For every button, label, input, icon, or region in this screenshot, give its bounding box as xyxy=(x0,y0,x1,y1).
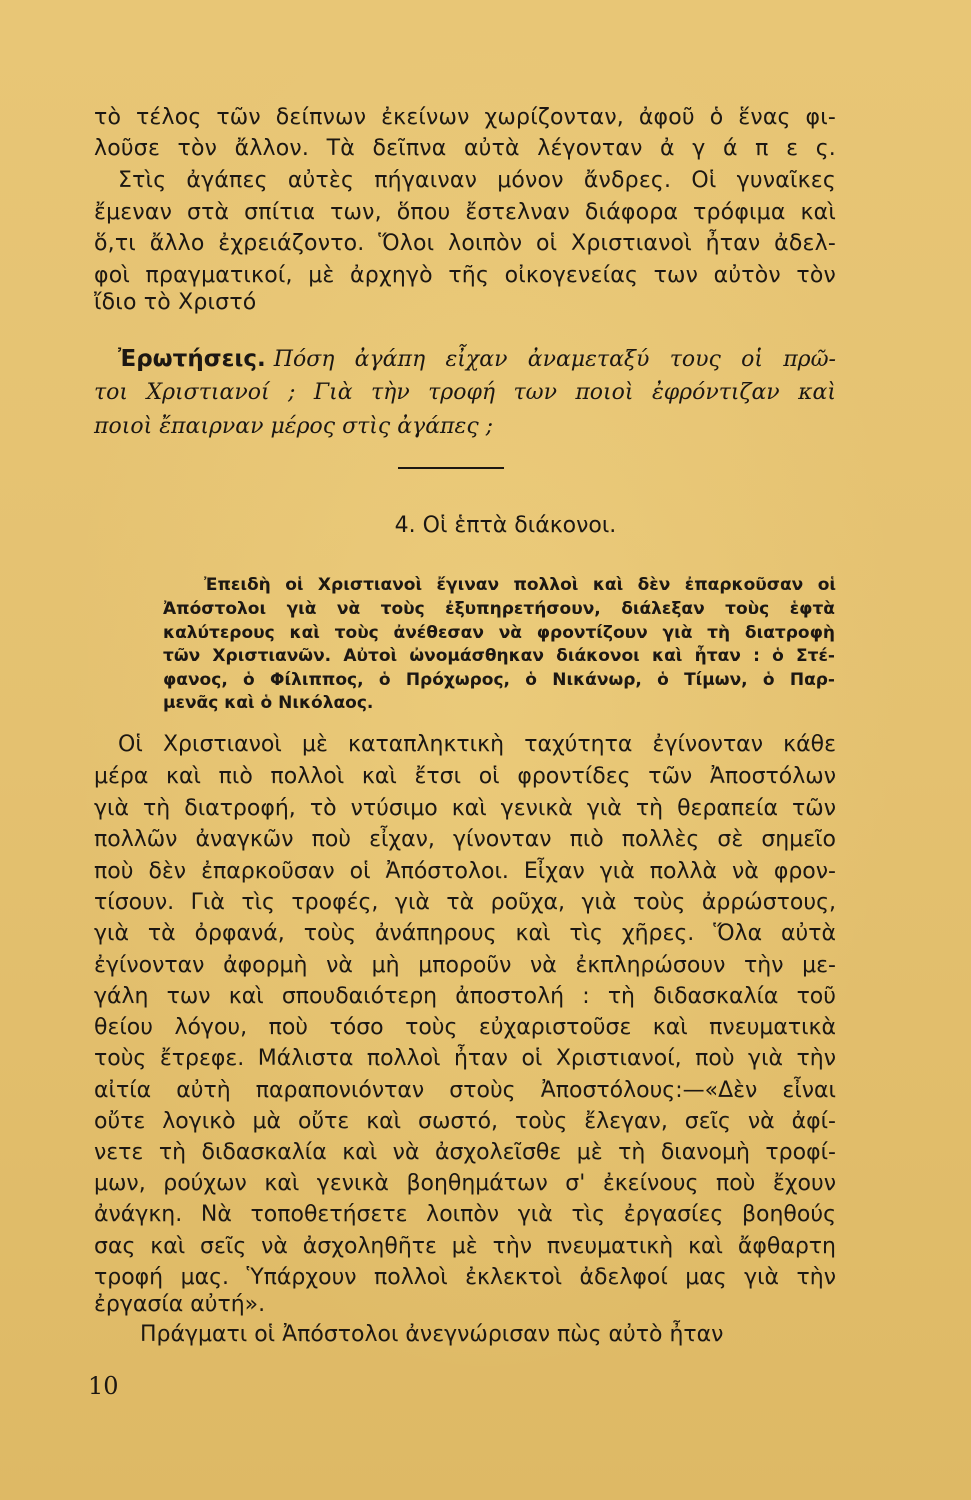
text-line: ὅ,τι ἄλλο ἐχρειάζοντο. Ὅλοι λοιπὸν οἱ Χριστιανοὶ ἦταν ἀδελ- xyxy=(94,231,836,256)
summary-line: Ἐπειδὴ οἱ Χριστιανοὶ ἔγιναν πολλοὶ καὶ δὲν ἐπαρκοῦσαν οἱ xyxy=(204,575,836,595)
summary-line: φανος, ὁ Φίλιππος, ὁ Πρόχωρος, ὁ Νικάνωρ, ὁ Τίμων, ὁ Παρ- xyxy=(163,670,835,690)
summary-line: τῶν Χριστιανῶν. Αὐτοὶ ὠνομάσθηκαν διάκονοι καὶ ἦταν : ὁ Στέ- xyxy=(163,646,835,666)
text-line: Οἱ Χριστιανοὶ μὲ καταπληκτικὴ ταχύτητα ἐγίνονταν κάθε xyxy=(118,732,836,757)
text-line: τὸ τέλος τῶν δείπνων ἐκείνων χωρίζονταν, ἀφοῦ ὁ ἕνας φι- xyxy=(94,105,836,130)
text-line: ἔμεναν στὰ σπίτια των, ὅπου ἔστελναν διάφορα τρόφιμα καὶ xyxy=(94,200,836,225)
question-text: ποιοὶ ἔπαιρναν μέρος στὶς ἀγάπες ; xyxy=(94,414,494,439)
text-line: θείου λόγου, ποὺ τόσο τοὺς εὐχαριστοῦσε καὶ πνευματικὰ xyxy=(94,1015,836,1040)
text-line: ἐγίνονταν ἀφορμὴ νὰ μὴ μποροῦν νὰ ἐκπληρώσουν τὴν με- xyxy=(94,953,836,978)
section-divider xyxy=(398,467,504,469)
text-line: αἰτία αὐτὴ παραπονιόνταν στοὺς Ἀποστόλους:—«Δὲν εἶναι xyxy=(94,1078,836,1103)
text-line: γιὰ τὰ ὀρφανά, τοὺς ἀνάπηρους καὶ τὶς χῆρες. Ὅλα αὐτὰ xyxy=(94,921,836,946)
text-line: οὔτε λογικὸ μὰ οὔτε καὶ σωστό, τοὺς ἔλεγαν, σεῖς νὰ ἀφί- xyxy=(94,1109,836,1134)
page-number: 10 xyxy=(88,1372,119,1400)
text-line: ποὺ δὲν ἐπαρκοῦσαν οἱ Ἀπόστολοι. Εἶχαν γιὰ πολλὰ νὰ φρον- xyxy=(94,859,836,884)
text-line: λοῦσε τὸν ἄλλον. Τὰ δεῖπνα αὐτὰ λέγονταν ἀ γ ά π ε ς. xyxy=(94,136,836,161)
text-line: σας καὶ σεῖς νὰ ἀσχοληθῆτε μὲ τὴν πνευματικὴ καὶ ἄφθαρτη xyxy=(94,1234,836,1259)
questions-first-line xyxy=(118,343,836,376)
question-text: Πόση ἀγάπη εἶχαν ἀναμεταξύ τους οἱ πρῶ- xyxy=(273,347,836,372)
summary-line: καλύτερους καὶ τοὺς ἀνέθεσαν νὰ φροντίζουν γιὰ τὴ διατροφὴ xyxy=(163,623,835,643)
text-line: μέρα καὶ πιὸ πολλοὶ καὶ ἔτσι οἱ φροντίδες τῶν Ἀποστόλων xyxy=(94,764,836,789)
summary-line: Ἀπόστολοι γιὰ νὰ τοὺς ἐξυπηρετήσουν, διάλεξαν τοὺς ἑφτὰ xyxy=(163,599,835,619)
text-line: Πράγματι οἱ Ἀπόστολοι ἀνεγνώρισαν πὼς αὐτὸ ἦταν xyxy=(140,1322,724,1347)
text-line: ἐργασία αὐτή». xyxy=(94,1292,266,1317)
text-line: γιὰ τὴ διατροφή, τὸ ντύσιμο καὶ γενικὰ γιὰ τὴ θεραπεία τῶν xyxy=(94,796,836,821)
text-line: τροφή μας. Ὑπάρχουν πολλοὶ ἐκλεκτοὶ ἀδελφοί μας γιὰ τὴν xyxy=(94,1265,836,1290)
question-text: τοι Χριστιανοί ; Γιὰ τὴν τροφή των ποιοὶ ἐφρόντιζαν καὶ xyxy=(94,380,836,405)
section-heading: 4. Οἱ ἑπτὰ διάκονοι. xyxy=(394,513,617,538)
text-line: Στὶς ἀγάπες αὐτὲς πήγαιναν μόνον ἄνδρες. Οἱ γυναῖκες xyxy=(118,168,836,193)
text-line: φοὶ πραγματικοί, μὲ ἀρχηγὸ τῆς οἰκογενείας των αὐτὸν τὸν xyxy=(94,263,836,288)
text-line: τίσουν. Γιὰ τὶς τροφές, γιὰ τὰ ροῦχα, γιὰ τοὺς ἀρρώστους, xyxy=(94,890,836,915)
text-line: νετε τὴ διδασκαλία καὶ νὰ ἀσχολεῖσθε μὲ τὴ διανομὴ τροφί- xyxy=(94,1140,836,1165)
text-line: πολλῶν ἀναγκῶν ποὺ εἶχαν, γίνονταν πιὸ πολλὲς σὲ σημεῖο xyxy=(94,827,836,852)
text-line: ἀνάγκη. Νὰ τοποθετήσετε λοιπὸν γιὰ τὶς ἐργασίες βοηθούς xyxy=(94,1202,836,1227)
text-line: μων, ρούχων καὶ γενικὰ βοηθημάτων σ' ἐκείνους ποὺ ἔχουν xyxy=(94,1171,836,1196)
questions-label: Ἐρωτήσεις. xyxy=(118,346,266,372)
text-line: γάλη των καὶ σπουδαιότερη ἀποστολή : τὴ διδασκαλία τοῦ xyxy=(94,984,836,1009)
summary-line: μενᾶς καὶ ὁ Νικόλαος. xyxy=(163,693,374,713)
text-line: ἴδιο τὸ Χριστό xyxy=(94,290,257,315)
text-line: τοὺς ἔτρεφε. Μάλιστα πολλοὶ ἦταν οἱ Χριστιανοί, ποὺ γιὰ τὴν xyxy=(94,1046,836,1071)
